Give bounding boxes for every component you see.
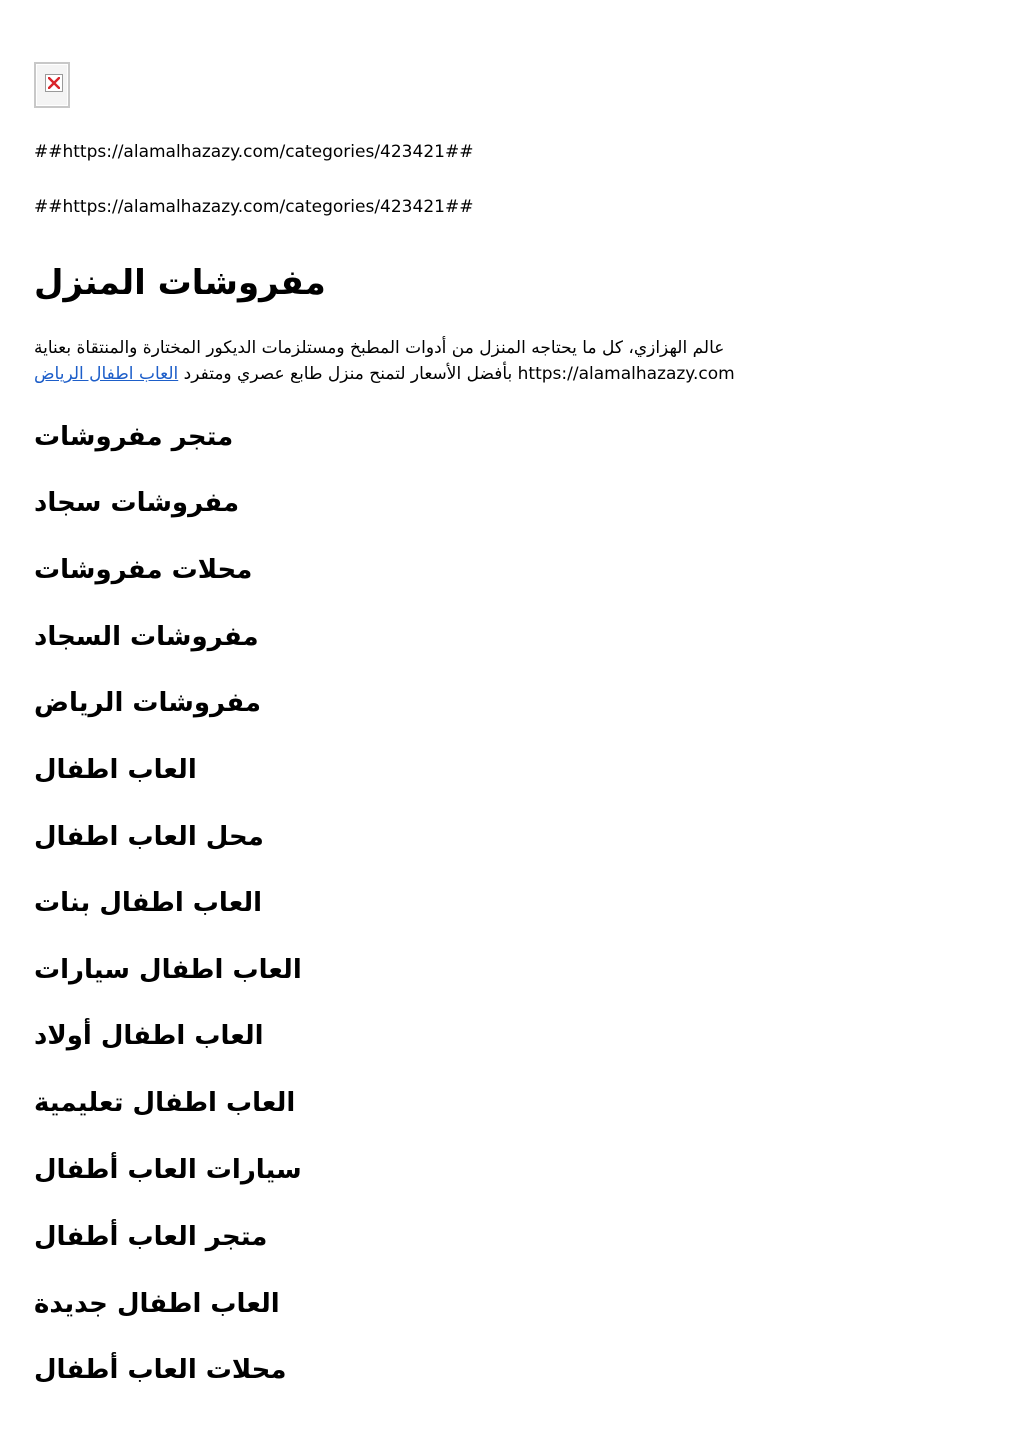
section-heading: محلات العاب أطفال: [34, 1355, 287, 1385]
category-url-line: ##https://alamalhazazy.com/categories/423421##: [34, 142, 474, 162]
broken-image-placeholder: [34, 62, 70, 108]
section-heading: متجر العاب أطفال: [34, 1222, 268, 1252]
section-heading: العاب اطفال أولاد: [34, 1021, 264, 1051]
section-heading: العاب اطفال: [34, 755, 197, 785]
broken-image-icon: [45, 74, 63, 92]
site-url-text: https://alamalhazazy.com: [517, 364, 735, 384]
section-heading: مفروشات السجاد: [34, 622, 259, 652]
section-heading: متجر مفروشات: [34, 422, 234, 452]
intro-line-2-text: بأفضل الأسعار لتمنح منزل طابع عصري ومتفرد: [183, 364, 513, 384]
section-heading: محلات مفروشات: [34, 555, 253, 585]
section-heading: العاب اطفال بنات: [34, 888, 263, 918]
intro-line-1: عالم الهزازي، كل ما يحتاجه المنزل من أدوات المطبخ ومستلزمات الديكور المختارة والمنتقاة بعناية: [34, 338, 725, 358]
section-heading: مفروشات الرياض: [34, 688, 262, 718]
section-heading: العاب اطفال جديدة: [34, 1289, 280, 1319]
section-heading: العاب اطفال سيارات: [34, 955, 302, 985]
section-heading: العاب اطفال تعليمية: [34, 1088, 296, 1118]
intro-line-2: [34, 361, 974, 387]
page-title: مفروشات المنزل: [34, 263, 326, 303]
section-heading: مفروشات سجاد: [34, 488, 240, 518]
section-heading: محل العاب اطفال: [34, 822, 264, 852]
intro-paragraph: [34, 335, 974, 387]
section-heading: سيارات العاب أطفال: [34, 1155, 302, 1185]
riyadh-kids-toys-link[interactable]: العاب اطفال الرياض: [34, 364, 179, 384]
close-x-icon: [48, 77, 60, 89]
category-url-line: ##https://alamalhazazy.com/categories/423421##: [34, 197, 474, 217]
